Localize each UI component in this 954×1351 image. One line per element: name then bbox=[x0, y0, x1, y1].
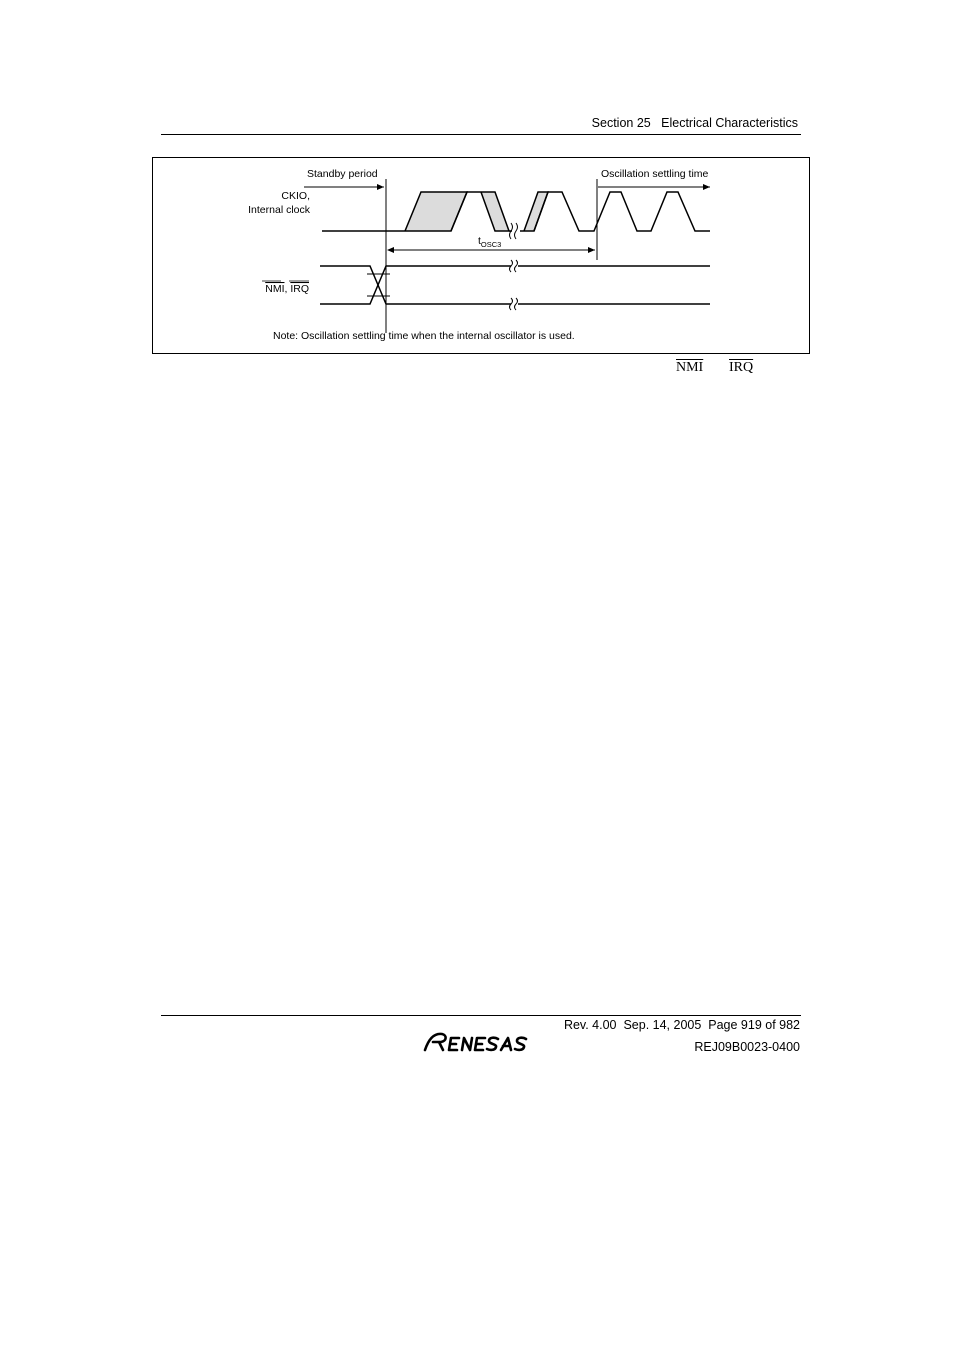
footer-doc-number: REJ09B0023-0400 bbox=[694, 1040, 800, 1054]
figure-note: Note: Oscillation settling time when the internal oscillator is used. bbox=[273, 330, 575, 342]
footer-rule bbox=[161, 1015, 801, 1016]
footer-revision: Rev. 4.00 Sep. 14, 2005 Page 919 of 982 bbox=[563, 1018, 800, 1032]
clock-waveform bbox=[322, 192, 710, 239]
caption-irq: $\overline{IRQ}$ bbox=[729, 360, 754, 375]
standby-period-label: Standby period bbox=[307, 168, 378, 180]
nmi-irq-waveform bbox=[320, 260, 710, 310]
section-header: Section 25 Electrical Characteristics bbox=[591, 116, 798, 130]
caption-nmi: $\overline{NMI}$ bbox=[676, 360, 704, 375]
nmi-irq-label: NMI, IRQ bbox=[265, 283, 309, 295]
renesas-logo bbox=[423, 1030, 543, 1059]
clock-label-line2: Internal clock bbox=[248, 204, 310, 216]
header-rule bbox=[161, 134, 801, 135]
clock-label-line1: CKIO, bbox=[281, 190, 310, 202]
oscillation-settling-label: Oscillation settling time bbox=[601, 168, 709, 180]
tosc3-label: $t_{OSC3}$ bbox=[478, 235, 502, 249]
timing-diagram bbox=[152, 157, 810, 354]
